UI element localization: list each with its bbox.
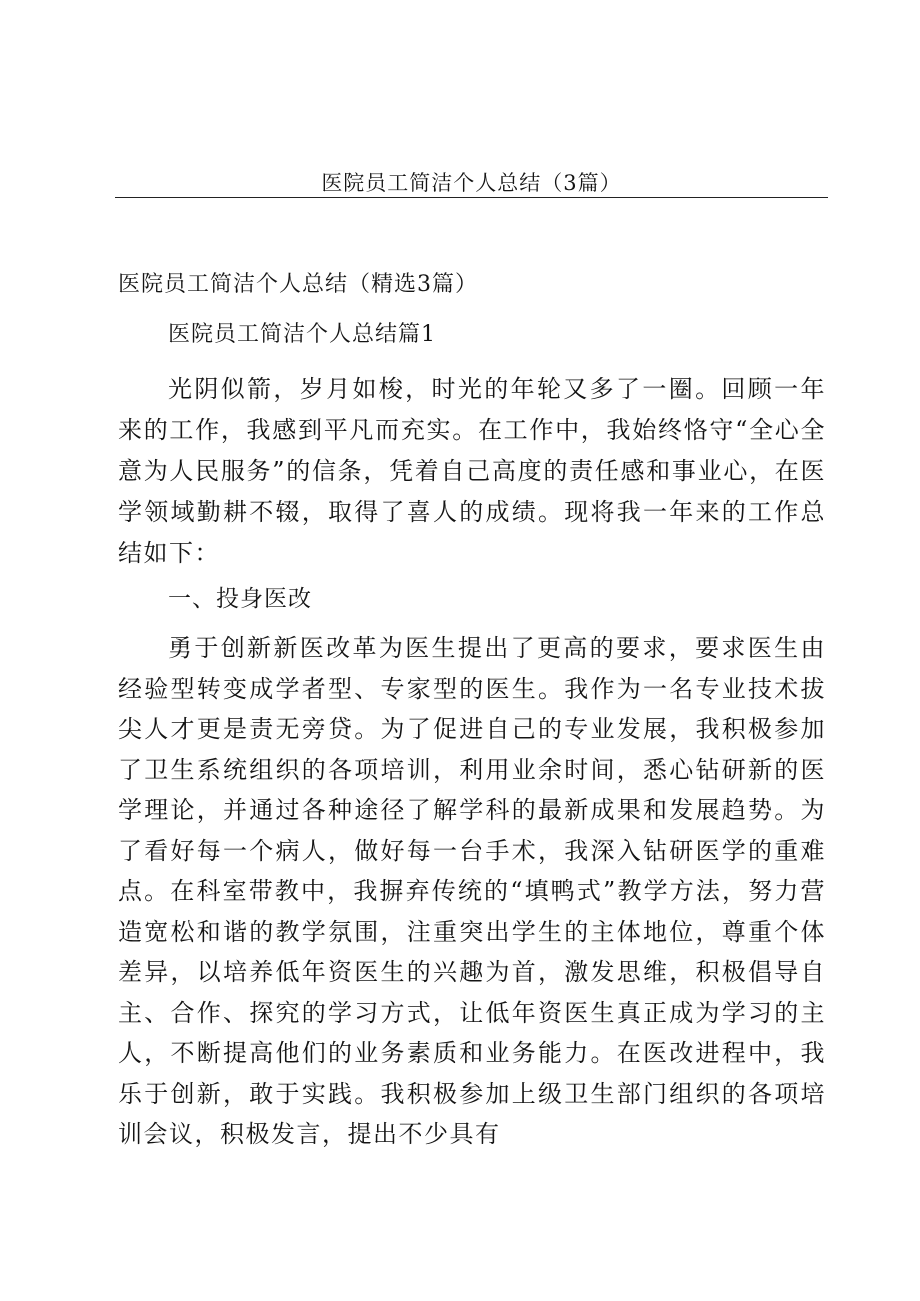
paragraph-intro: 光阴似箭，岁月如梭，时光的年轮又多了一圈。回顾一年来的工作，我感到平凡而充实。在工作中，我始终恪守“全心全意为人民服务”的信条，凭着自己高度的责任感和事业心，在医学领域勤耕不辍，取得了喜人的成绩。现将我一年来的工作总结如下： xyxy=(118,375,826,567)
section-heading: 医院员工简洁个人总结篇1 xyxy=(168,322,436,347)
document-body xyxy=(118,269,826,1162)
page-header-title: 医院员工简洁个人总结（3篇） xyxy=(321,171,622,195)
paragraph-medical-reform: 勇于创新新医改革为医生提出了更高的要求，要求医生由经验型转变成学者型、专家型的医生。我作为一名专业技术拔尖人才更是责无旁贷。为了促进自己的专业发展，我积极参加了卫生系统组织的各项培训，利用业余时间，悉心钻研新的医学理论，并通过各种途径了解学科的最新成果和发展趋势。为了看好每一个病人，做好每一台手术，我深入钻研医学的重难点。在科室带教中，我摒弃传统的“填鸭式”教学方法，努力营造宽松和谐的教学氛围，注重突出学生的主体地位，尊重个体差异，以培养低年资医生的兴趣为首，激发思维，积极倡导自主、合作、探究的学习方式，让低年资医生真正成为学习的主人，不断提高他们的业务素质和业务能力。在医改进程中，我乐于创新，敢于实践。我积极参加上级卫生部门组织的各项培训会议，积极发言，提出不少具有 xyxy=(118,634,826,1148)
header-divider xyxy=(115,197,828,198)
document-title: 医院员工简洁个人总结（精选3篇） xyxy=(118,272,478,297)
subheading-medical-reform: 一、投身医改 xyxy=(168,586,312,612)
